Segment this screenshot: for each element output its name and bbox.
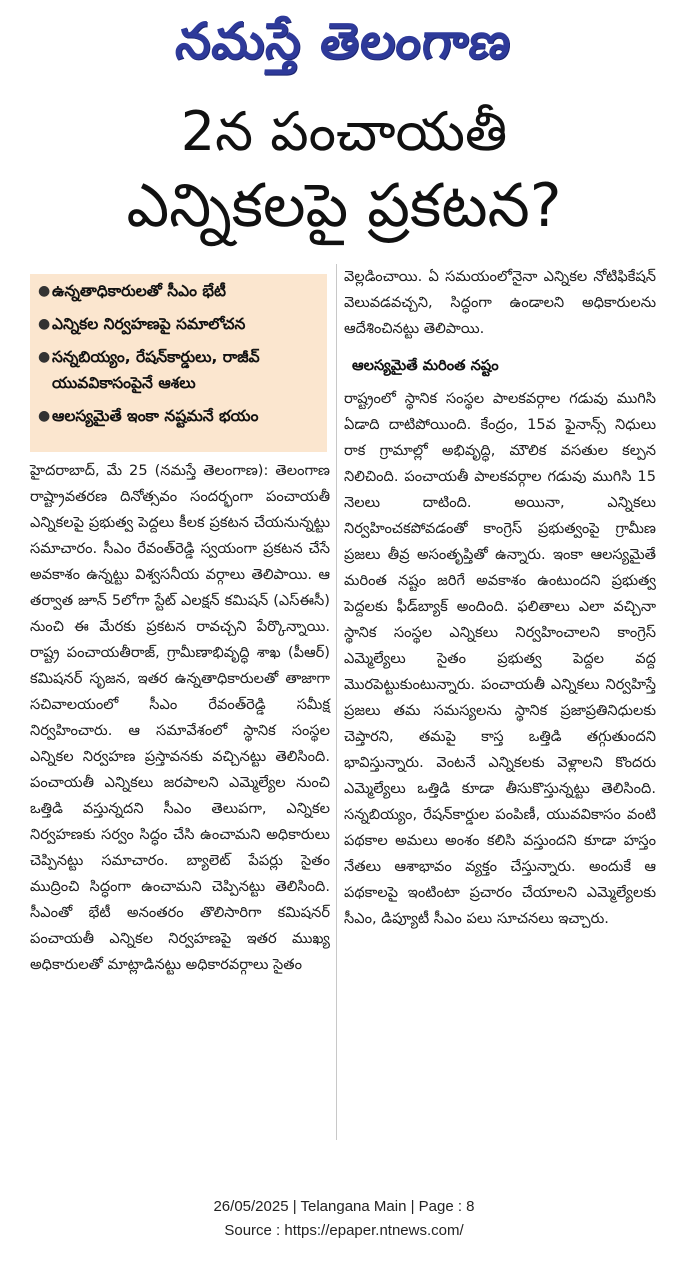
footer-date-edition: 26/05/2025 | Telangana Main | Page : 8 — [213, 1198, 475, 1215]
newspaper-logo: నమస్తే తెలంగాణ — [173, 12, 515, 70]
article-subheading: ఆలస్యమైతే మరింత నష్టం — [352, 357, 499, 374]
article-continuation: వెల్లడించాయి. ఏ సమయంలోనైనా ఎన్నికల నోటిఫికేషన్ వెలువడవచ్చని, సిద్ధంగా ఉండాలని అధికారులను ఆదేశించినట్టు తెలిపాయి. — [344, 268, 656, 337]
bullet-dot-icon: ● — [38, 283, 51, 299]
highlight-item — [38, 311, 321, 337]
article-body-right: రాష్ట్రంలో స్థానిక సంస్థల పాలకవర్గాల గడువు ముగిసి ఏడాది దాటిపోయింది. కేంద్రం, 15వ ఫైనాన్స్ నిధులు రాక గ్రామాల్లో అభివృద్ధి, మౌలిక వసతుల కల్పన నిలిచింది. పంచాయతీ పాలకవర్గాల గడువు ముగిసి 15 నెలలు దాటింది. అయినా, ఎన్నికలు నిర్వహించకపోవడంతో కాంగ్రెస్ ప్రభుత్వంపై గ్రామీణ ప్రజలు తీవ్ర అసంతృప్తితో ఉన్నారు. ఇంకా ఆలస్యమైతే మరింత నష్టం జరిగే అవకాశం ఉంటుందని ప్రభుత్వ పెద్దలకు ఫీడ్‌బ్యాక్ అందింది. ఫలితాలు ఎలా వచ్చినా స్థానిక సంస్థల ఎన్నికలు నిర్వహించాలని కాంగ్రెస్ ఎమ్మెల్యేలు సైతం ప్రభుత్వ పెద్దల వద్ద మొరపెట్టుకుంటున్నారు. పంచాయతీ ఎన్నికలు నిర్వహిస్తే ప్రజలు తమ సమస్యలను స్థానిక ప్రజాప్రతినిధులకు చెప్తారని, తమపై కాస్త ఒత్తిడి తగ్గుతుందని భావిస్తున్నారు. వెంటనే ఎన్నికలకు వెళ్లాలని కొందరు ఎమ్మెల్యేలు ఒత్తిడి కూడా తీసుకొస్తున్నట్టు తెలిసింది. సన్నబియ్యం, రేషన్‌కార్డుల పంపిణీ, యువవికాసం వంటి పథకాల అమలు అంశం కలిసి వస్తుందని కూడా హస్తం నేతలు ఆశాభావం వ్యక్తం చేస్తున్నారు. అందుకే ఆ పథకాలపై ఇంటింటా ప్రచారం చేయాలని ఎమ్మెల్యేలకు సీఎం, డిప్యూటీ సీఎం పలు సూచనలు ఇచ్చారు. — [344, 390, 656, 927]
bullet-dot-icon: ● — [38, 316, 51, 332]
highlight-text: సన్నబియ్యం, రేషన్‌కార్డులు, రాజీవ్ యువవికాసంపైనే ఆశలు — [52, 348, 260, 392]
highlight-item — [38, 278, 321, 304]
article-body-left: హైదరాబాద్, మే 25 (నమస్తే తెలంగాణ): తెలంగాణ రాష్ట్రావతరణ దినోత్సవం సందర్భంగా పంచాయతీ ఎన్నికలపై ప్రభుత్వ పెద్దలు కీలక ప్రకటన చేయనున్నట్టు సమాచారం. సీఎం రేవంత్‌రెడ్డి స్వయంగా ప్రకటన చేసే అవకాశం ఉన్నట్టు విశ్వసనీయ వర్గాలు తెలిపాయి. ఆ తర్వాత జూన్ 5లోగా స్టేట్ ఎలక్షన్ కమిషన్ (ఎస్ఈసీ) నుంచి ఈ మేరకు ప్రకటన రావచ్చని పేర్కొన్నాయి. రాష్ట్ర పంచాయతీరాజ్, గ్రామీణాభివృద్ధి శాఖ (పీఆర్) కమిషనర్ సృజన, ఇతర ఉన్నతాధికారులతో తాజాగా సచివాలయంలో సీఎం రేవంత్‌రెడ్డి సమీక్ష నిర్వహించారు. ఆ సమావేశంలో స్థానిక సంస్థల ఎన్నికల నిర్వహణ ప్రస్తావనకు వచ్చినట్టు తెలిసింది. పంచాయతీ ఎన్నికలు జరపాలని ఎమ్మెల్యేల నుంచి ఒత్తిడి వస్తున్నదని సీఎం తెలుపగా, ఎన్నికల నిర్వహణకు సర్వం సిద్ధం చేసి ఉంచామని అధికారులు చెప్పినట్టు సమాచారం. బ్యాలెట్ పేపర్లు సైతం ముద్రించి సిద్ధంగా ఉంచామని చెప్పినట్టు తెలిసింది. సీఎంతో భేటీ అనంతరం తొలిసారిగా కమిషనర్ పంచాయతీ ఎన్నికల నిర్వహణపై ఇతర ముఖ్య అధికారులతో మాట్లాడినట్టు అధికారవర్గాలు సైతం — [30, 462, 330, 973]
highlight-item — [38, 403, 321, 429]
highlight-text: ఎన్నికల నిర్వహణపై సమాలోచన — [52, 315, 246, 333]
article-left-column — [30, 458, 330, 978]
highlight-text: ఉన్నతాధికారులతో సీఎం భేటీ — [52, 282, 226, 300]
article-right-column — [344, 264, 656, 932]
headline-line-2: ఎన్నికలపై ప్రకటన? — [126, 171, 562, 241]
column-divider — [336, 264, 337, 1140]
highlight-text: ఆలస్యమైతే ఇంకా నష్టమనే భయం — [52, 407, 259, 425]
highlights-box — [30, 274, 327, 452]
highlight-item — [38, 344, 321, 396]
footer-source: Source : https://epaper.ntnews.com/ — [224, 1222, 464, 1239]
bullet-dot-icon: ● — [38, 349, 51, 365]
masthead — [0, 4, 688, 84]
bullet-dot-icon: ● — [38, 408, 51, 424]
headline-line-1: 2న పంచాయతీ — [180, 100, 508, 163]
